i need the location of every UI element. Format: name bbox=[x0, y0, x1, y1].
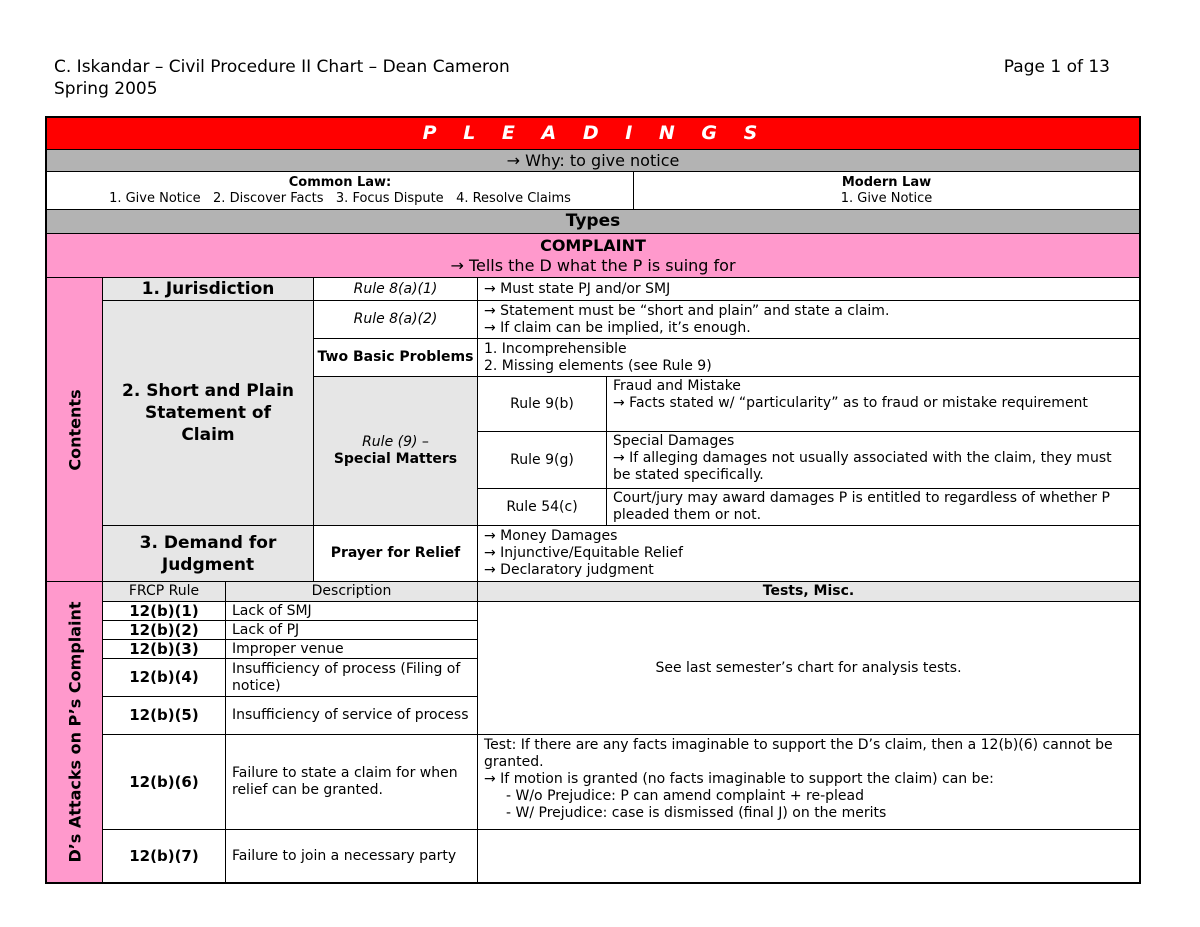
header-title: C. Iskandar – Civil Procedure II Chart – Dean Cameron bbox=[54, 57, 510, 77]
rule-8a2-line1: → Statement must be “short and plain” and state a claim. bbox=[484, 302, 890, 319]
rule-9b-title: Fraud and Mistake bbox=[613, 378, 741, 394]
rule-9g: Rule 9(g) bbox=[477, 431, 607, 489]
table-row-desc: Insufficiency of process (Filing of notice) bbox=[225, 658, 478, 697]
table-row-rule: 12(b)(5) bbox=[102, 696, 226, 735]
common-law-cell bbox=[46, 171, 634, 210]
col-frcp-rule: FRCP Rule bbox=[102, 581, 226, 602]
common-law-items: 1. Give Notice 2. Discover Facts 3. Focus Dispute 4. Resolve Claims bbox=[109, 190, 571, 206]
special-matters-cell: Rule (9) – Special Matters bbox=[313, 376, 478, 526]
table-row-rule: 12(b)(4) bbox=[102, 658, 226, 697]
two-basic-problems bbox=[477, 338, 1140, 377]
tests-row-7 bbox=[477, 829, 1140, 883]
special-rule: Rule (9) bbox=[362, 434, 418, 450]
page-number: Page 1 of 13 bbox=[1003, 57, 1110, 77]
common-law-label: Common Law: bbox=[288, 174, 392, 190]
col-tests: Tests, Misc. bbox=[477, 581, 1140, 602]
contents-side-label bbox=[46, 277, 103, 582]
problem-2: 2. Missing elements (see Rule 9) bbox=[484, 357, 712, 374]
tests-6-line4: - W/ Prejudice: case is dismissed (final J) on the merits bbox=[506, 805, 887, 821]
table-row-desc: Failure to join a necessary party bbox=[225, 829, 478, 883]
types-row: Types bbox=[46, 209, 1140, 234]
header-term: Spring 2005 bbox=[54, 79, 158, 99]
complaint-sub: → Tells the D what the P is suing for bbox=[450, 255, 736, 275]
jurisdiction-label: 1. Jurisdiction bbox=[102, 277, 314, 301]
rule-9b: Rule 9(b) bbox=[477, 376, 607, 432]
modern-law-cell bbox=[633, 171, 1140, 210]
demand-items bbox=[477, 525, 1140, 582]
tests-row-6 bbox=[477, 734, 1140, 830]
tests-6-line2: → If motion is granted (no facts imaginable to support the claim) can be: bbox=[484, 771, 994, 787]
table-row-rule: 12(b)(7) bbox=[102, 829, 226, 883]
why-row: → Why: to give notice bbox=[46, 149, 1140, 172]
rule-9g-title: Special Damages bbox=[613, 433, 735, 449]
modern-law-items: 1. Give Notice bbox=[840, 190, 933, 206]
contents-label: Contents bbox=[65, 388, 84, 471]
demand-item-1: → Money Damages bbox=[484, 528, 618, 544]
demand-label: 3. Demand for Judgment bbox=[102, 525, 314, 582]
table-row-rule: 12(b)(2) bbox=[102, 620, 226, 640]
demand-item-3: → Declaratory judgment bbox=[484, 562, 654, 578]
table-row-rule: 12(b)(6) bbox=[102, 734, 226, 830]
problem-1: 1. Incomprehensible bbox=[484, 340, 627, 357]
table-row-desc: Insufficiency of service of process bbox=[225, 696, 478, 735]
table-row-desc: Lack of SMJ bbox=[225, 601, 478, 621]
rule-9b-desc: → Facts stated w/ “particularity” as to fraud or mistake requirement bbox=[613, 395, 1088, 411]
tests-6-line1: Test: If there are any facts imaginable to support the D’s claim, then a 12(b)(6) cannot be granted. bbox=[484, 737, 1113, 770]
modern-law-label: Modern Law bbox=[841, 174, 932, 190]
jurisdiction-text: → Must state PJ and/or SMJ bbox=[477, 277, 1140, 301]
prayer-for-relief: Prayer for Relief bbox=[313, 525, 478, 582]
rule-9g-desc: → If alleging damages not usually associated with the claim, they must be stated specifically. bbox=[613, 450, 1112, 483]
rule-8a2-text bbox=[477, 300, 1140, 339]
complaint-label: COMPLAINT bbox=[540, 235, 646, 255]
rule-9b-text bbox=[606, 376, 1140, 432]
demand-item-2: → Injunctive/Equitable Relief bbox=[484, 545, 683, 561]
special-matters-label: Special Matters bbox=[333, 451, 458, 467]
tests-rows-1-5: See last semester’s chart for analysis tests. bbox=[477, 601, 1140, 735]
table-row-desc: Improper venue bbox=[225, 639, 478, 659]
two-basic-problems-label: Two Basic Problems bbox=[313, 338, 478, 377]
table-row-desc: Lack of PJ bbox=[225, 620, 478, 640]
jurisdiction-rule: Rule 8(a)(1) bbox=[313, 277, 478, 301]
table-row-rule: 12(b)(1) bbox=[102, 601, 226, 621]
attacks-label: D’s Attacks on P’s Complaint bbox=[65, 601, 84, 863]
attacks-side-label bbox=[46, 581, 103, 883]
rule-8a2: Rule 8(a)(2) bbox=[313, 300, 478, 339]
chart-title: P L E A D I N G S bbox=[46, 117, 1140, 150]
complaint-row bbox=[46, 233, 1140, 278]
rule-54c: Rule 54(c) bbox=[477, 488, 607, 526]
rule-9g-text bbox=[606, 431, 1140, 489]
col-description: Description bbox=[225, 581, 478, 602]
tests-6-line3: - W/o Prejudice: P can amend complaint + re-plead bbox=[506, 788, 864, 804]
table-row-desc: Failure to state a claim for when relief can be granted. bbox=[225, 734, 478, 830]
table-row-rule: 12(b)(3) bbox=[102, 639, 226, 659]
rule-8a2-line2: → If claim can be implied, it’s enough. bbox=[484, 319, 751, 336]
rule-54c-text: Court/jury may award damages P is entitled to regardless of whether P pleaded them or not. bbox=[606, 488, 1140, 526]
short-plain-label: 2. Short and Plain Statement of Claim bbox=[102, 300, 314, 526]
